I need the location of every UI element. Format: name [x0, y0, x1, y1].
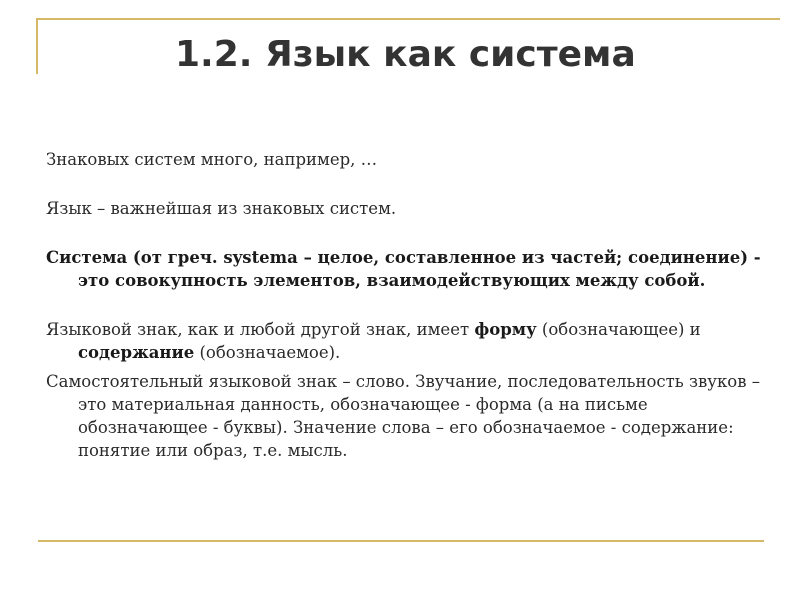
slide-title: 1.2. Язык как система — [175, 34, 636, 75]
top-border-line — [36, 18, 780, 20]
sign-text-3: (обозначаемое). — [194, 343, 341, 362]
paragraph-system-definition: Система (от греч. systema – целое, составленное из частей; соединение) - это совокупность элементов, взаимодействующих между собой. — [46, 248, 761, 290]
slide-body — [46, 148, 766, 462]
term-form: форму — [474, 320, 537, 339]
paragraph-sign-systems: Знаковых систем много, например, … — [46, 150, 378, 169]
paragraph-linguistic-sign — [46, 318, 766, 364]
bottom-border-line — [38, 540, 764, 542]
left-border-line — [36, 18, 38, 74]
sign-text-1: Языковой знак, как и любой другой знак, имеет — [46, 320, 475, 339]
sign-text-2: (обозначающее) и — [536, 320, 701, 339]
paragraph-word-sign: Самостоятельный языковой знак – слово. Звучание, последовательность звуков – это материальная данность, обозначающее - форма (а на письме обозначающее - буквы). Значение слова – его обозначаемое - содержание: понятие или образ, т.е. мысль. — [46, 372, 761, 460]
paragraph-language-importance: Язык – важнейшая из знаковых систем. — [46, 199, 397, 218]
term-content: содержание — [78, 343, 195, 362]
